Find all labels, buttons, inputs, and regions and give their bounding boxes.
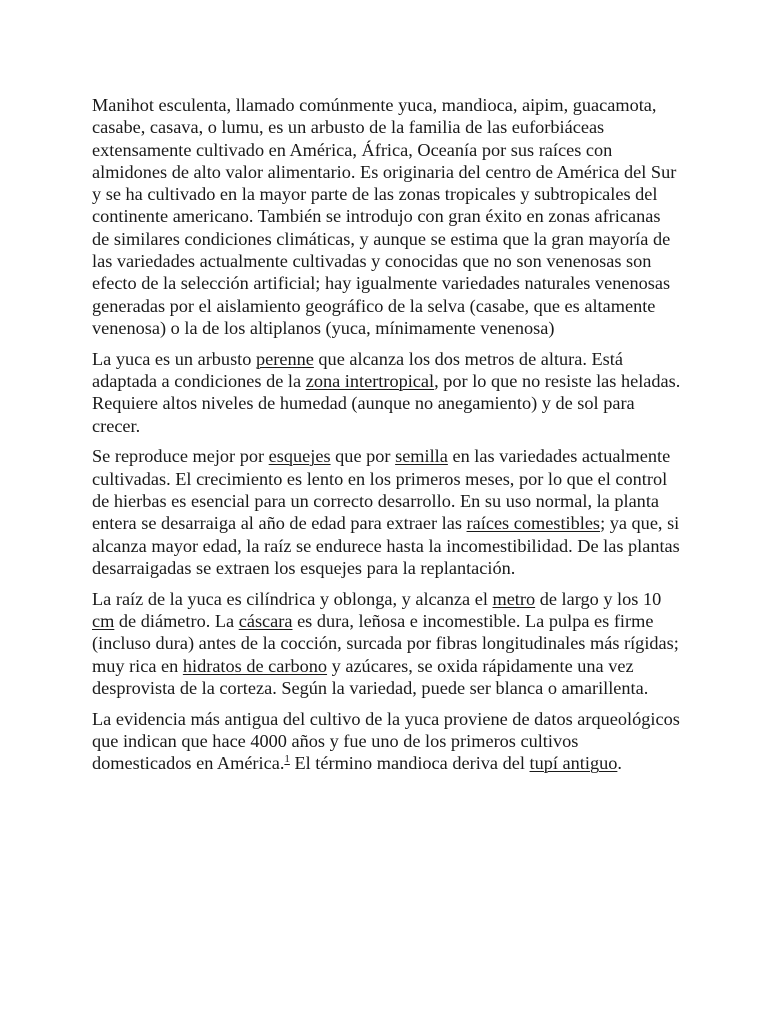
paragraph-3 [92, 445, 682, 579]
link-metro[interactable]: metro [492, 588, 536, 609]
text-run: y azúcares, se oxida rápidamente una vez desprovista de la corteza. Según la variedad, puede ser blanca o amarillenta. [92, 655, 649, 698]
text-run: La raíz de la yuca es cilíndrica y oblonga, y alcanza el [92, 588, 493, 609]
link-perenne[interactable]: perenne [255, 348, 314, 369]
link-zona-intertropical[interactable]: zona intertropical [305, 371, 435, 392]
text-run: que alcanza los dos metros de altura. Está adaptada a condiciones de la [92, 348, 623, 392]
text-run: en las variedades actualmente cultivadas. El crecimiento es lento en los primeros meses, por lo que el control de hierbas es esencial para un correcto desarrollo. En su uso normal, la planta entera se desarraiga al año de edad para extraer las [92, 446, 671, 534]
link-raices-comestibles[interactable]: raíces comestibles [466, 513, 601, 534]
paragraph-2 [92, 348, 682, 437]
text-run: Manihot esculenta, llamado comúnmente yuca, mandioca, aipim, guacamota, casabe, casava, o lumu, es un arbusto de la familia de las euforbiáceas extensamente cultivado en América, África, Oceanía por sus raíces con almidones de alto valor alimentario. Es originaria del centro de América del Sur y se ha cultivado en la mayor parte de las zonas tropicales y subtropicales del continente americano. También se introdujo con gran éxito en zonas africanas de similares condiciones climáticas, y aunque se estima que la gran mayoría de las variedades actualmente cultivadas y conocidas que no son venenosas son efecto de la selección artificial; hay igualmente variedades naturales venenosas generadas por el aislamiento geográfico de la selva (casabe, que es altamente venenosa) o la de los altiplanos (yuca, mínimamente venenosa) [92, 95, 677, 338]
text-run: de diámetro. La [114, 611, 239, 632]
link-tupi-antiguo[interactable]: tupí antiguo [529, 753, 618, 774]
text-run: de largo y los 10 [535, 588, 662, 609]
paragraph-5 [92, 708, 682, 775]
paragraph-4 [92, 588, 682, 699]
document-page [92, 94, 682, 783]
text-run: es dura, leñosa e incomestible. La pulpa es firme (incluso dura) antes de la cocción, surcada por fibras longitudinales más rígidas; muy rica en [92, 611, 679, 676]
link-semilla[interactable]: semilla [395, 446, 448, 467]
text-run: , por lo que no resiste las heladas. Requiere altos niveles de humedad (aunque no anegamiento) y de sol para crecer. [92, 371, 681, 436]
text-run: . [617, 753, 622, 774]
link-cascara[interactable]: cáscara [238, 611, 293, 632]
link-esquejes[interactable]: esquejes [268, 446, 331, 467]
text-run: ; ya que, si alcanza mayor edad, la raíz se endurece hasta la incomestibilidad. De las plantas desarraigadas se extraen los esquejes para la replantación. [92, 513, 680, 578]
text-run: que por [330, 446, 396, 467]
paragraph-1 [92, 94, 682, 339]
text-run: Se reproduce mejor por [92, 446, 269, 467]
text-run: La yuca es un arbusto [92, 348, 256, 369]
text-run: El término mandioca deriva del [289, 753, 530, 774]
link-cm[interactable]: cm [92, 611, 115, 632]
link-hidratos-de-carbono[interactable]: hidratos de carbono [182, 655, 328, 676]
footnote-ref-1[interactable]: 1 [284, 753, 290, 766]
text-run: La evidencia más antigua del cultivo de la yuca proviene de datos arqueológicos que indican que hace 4000 años y fue uno de los primeros cultivos domesticados en América. [92, 708, 680, 774]
